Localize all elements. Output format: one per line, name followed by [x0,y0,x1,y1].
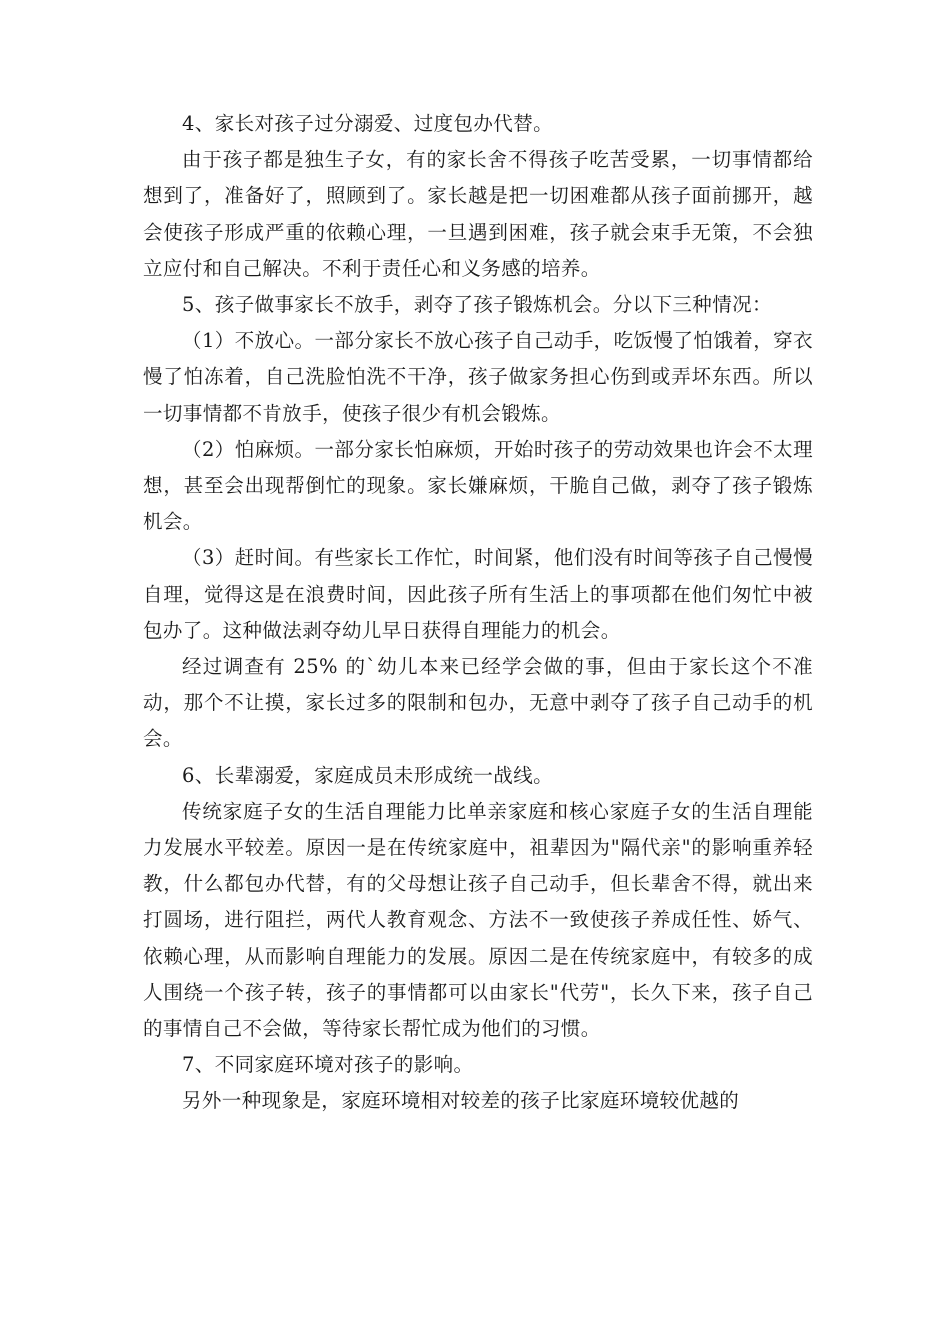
paragraph-traditional-family: 传统家庭子女的生活自理能力比单亲家庭和核心家庭子女的生活自理能力发展水平较差。原因一是在传统家庭中，祖辈因为"隔代亲"的影响重养轻教，什么都包办代替，有的父母想让孩子自己动手，但长辈舍不得，就出来打圆场，进行阻拦，两代人教育观念、方法不一致使孩子养成任性、娇气、依赖心理，从而影响自理能力的发展。原因二是在传统家庭中，有较多的成人围绕一个孩子转，孩子的事情都可以由家长"代劳"，长久下来，孩子自己的事情自己不会做，等待家长帮忙成为他们的习惯。 [143,799,813,1041]
paragraph-case-1: （1）不放心。一部分家长不放心孩子自己动手，吃饭慢了怕饿着，穿衣慢了怕冻着，自己洗脸怕洗不干净，孩子做家务担心伤到或弄坏东西。所以一切事情都不肯放手，使孩子很少有机会锻炼。 [143,329,813,425]
heading-item-4: 4、家长对孩子过分溺爱、过度包办代替。 [182,112,554,135]
paragraph-survey: 经过调查有 25% 的`幼儿本来已经学会做的事，但由于家长这个不准动，那个不让摸，家长过多的限制和包办，无意中剥夺了孩子自己动手的机会。 [143,655,813,751]
paragraph-case-2: （2）怕麻烦。一部分家长怕麻烦，开始时孩子的劳动效果也许会不太理想，甚至会出现帮倒忙的现象。家长嫌麻烦，干脆自己做，剥夺了孩子锻炼机会。 [143,437,813,534]
heading-item-5: 5、孩子做事家长不放手，剥夺了孩子锻炼机会。分以下三种情况： [182,293,772,317]
paragraph-environment: 另外一种现象是，家庭环境相对较差的孩子比家庭环境较优越的 [182,1089,740,1113]
paragraph-spoiling: 由于孩子都是独生子女，有的家长舍不得孩子吃苦受累，一切事情都给想到了，准备好了，照顾到了。家长越是把一切困难都从孩子面前挪开，越会使孩子形成严重的依赖心理，一旦遇到困难，孩子就会束手无策，不会独立应付和自己解决。不利于责任心和义务感的培养。 [143,148,813,280]
document-body [143,106,813,1120]
heading-item-6: 6、长辈溺爱，家庭成员未形成统一战线。 [182,763,554,787]
heading-item-7: 7、不同家庭环境对孩子的影响。 [182,1053,474,1077]
paragraph-case-3: （3）赶时间。有些家长工作忙，时间紧，他们没有时间等孩子自己慢慢自理，觉得这是在浪费时间，因此孩子所有生活上的事项都在他们匆忙中被包办了。这种做法剥夺幼儿早日获得自理能力的机会。 [143,546,813,642]
